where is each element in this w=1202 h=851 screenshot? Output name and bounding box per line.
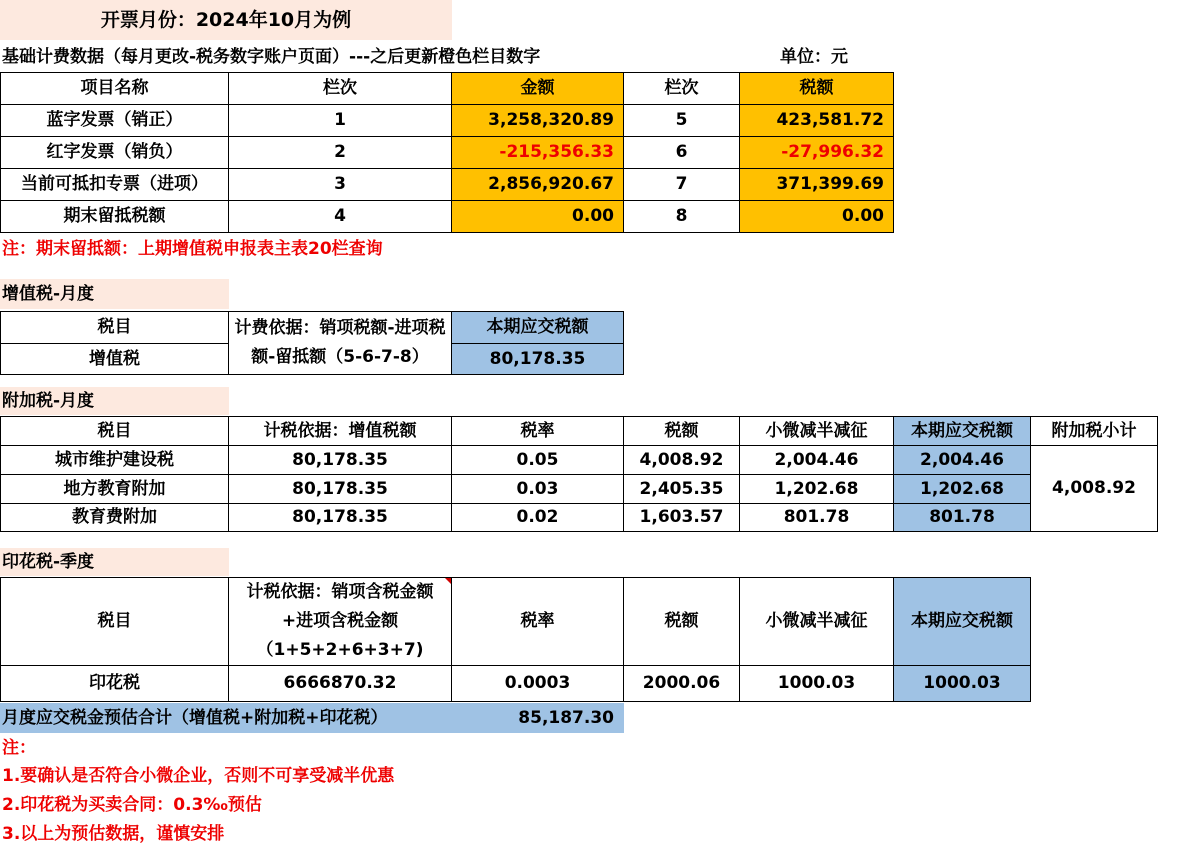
- surtax-row-tax: 2,405.35: [623, 474, 740, 504]
- total-value[interactable]: 85,187.30: [518, 707, 614, 728]
- vat-header-basis: 计费依据：销项税额-进项税额-留抵额（5-6-7-8）: [228, 311, 452, 375]
- note-item: 2.印花税为买卖合同：0.3‰预估: [2, 794, 262, 815]
- basic-row-name: 红字发票（销负）: [0, 136, 229, 169]
- basic-row-line2: 6: [623, 136, 740, 169]
- surtax-row-rate: 0.03: [451, 474, 624, 504]
- vat-item: 增值税: [0, 343, 229, 375]
- basic-row-name: 当前可抵扣专票（进项）: [0, 168, 229, 201]
- stamp-section-title: 印花税-季度: [0, 548, 229, 576]
- stamp-header-payable: 本期应交税额: [893, 577, 1031, 666]
- basic-header-line2: 栏次: [623, 72, 740, 105]
- surtax-header-tax: 税额: [623, 416, 740, 446]
- surtax-header-relief: 小微减半减征: [739, 416, 894, 446]
- surtax-row-rate: 0.02: [451, 503, 624, 532]
- surtax-row-rate: 0.05: [451, 445, 624, 475]
- surtax-header-basis: 计税依据：增值税额: [228, 416, 452, 446]
- stamp-header-basis: 计税依据：销项含税金额+进项含税金额（1+5+2+6+3+7): [228, 577, 452, 666]
- basic-row-amount[interactable]: 3,258,320.89: [451, 104, 624, 137]
- basic-row-tax[interactable]: 423,581.72: [739, 104, 894, 137]
- basic-heading: 基础计费数据（每月更改-税务数字账户页面）---之后更新橙色栏目数字: [2, 46, 541, 67]
- surtax-section-title: 附加税-月度: [0, 387, 229, 415]
- basic-header-amount: 金额: [451, 72, 624, 105]
- surtax-row-item: 地方教育附加: [0, 474, 229, 504]
- note-item: 1.要确认是否符合小微企业，否则不可享受减半优惠: [2, 765, 395, 786]
- surtax-row-tax: 4,008.92: [623, 445, 740, 475]
- surtax-row-payable[interactable]: 2,004.46: [893, 445, 1031, 475]
- surtax-row-payable[interactable]: 1,202.68: [893, 474, 1031, 504]
- surtax-row-relief: 801.78: [739, 503, 894, 532]
- basic-header-item: 项目名称: [0, 72, 229, 105]
- stamp-header-tax: 税额: [623, 577, 740, 666]
- stamp-row-tax: 2000.06: [623, 665, 740, 702]
- surtax-header-rate: 税率: [451, 416, 624, 446]
- surtax-row-tax: 1,603.57: [623, 503, 740, 532]
- surtax-row-item: 城市维护建设税: [0, 445, 229, 475]
- total-label: 月度应交税金预估合计（增值税+附加税+印花税）: [2, 707, 388, 728]
- basic-row-tax[interactable]: 0.00: [739, 200, 894, 233]
- surtax-subtotal: 4,008.92: [1030, 445, 1158, 532]
- surtax-row-payable[interactable]: 801.78: [893, 503, 1031, 532]
- surtax-row-basis: 80,178.35: [228, 474, 452, 504]
- vat-section-title: 增值税-月度: [0, 279, 229, 309]
- note-item: 3.以上为预估数据，谨慎安排: [2, 823, 225, 844]
- basic-row-line1: 3: [228, 168, 452, 201]
- surtax-row-relief: 2,004.46: [739, 445, 894, 475]
- vat-payable[interactable]: 80,178.35: [451, 343, 624, 375]
- basic-row-tax[interactable]: -27,996.32: [739, 136, 894, 169]
- basic-row-amount[interactable]: 0.00: [451, 200, 624, 233]
- stamp-header-item: 税目: [0, 577, 229, 666]
- surtax-row-basis: 80,178.35: [228, 445, 452, 475]
- basic-note: 注：期末留抵额：上期增值税申报表主表20栏查询: [2, 238, 383, 259]
- basic-row-amount[interactable]: 2,856,920.67: [451, 168, 624, 201]
- basic-row-line1: 1: [228, 104, 452, 137]
- surtax-header-payable: 本期应交税额: [893, 416, 1031, 446]
- stamp-row-payable[interactable]: 1000.03: [893, 665, 1031, 702]
- stamp-row-relief: 1000.03: [739, 665, 894, 702]
- basic-row-line1: 4: [228, 200, 452, 233]
- unit-label: 单位：元: [780, 46, 848, 67]
- vat-header-item: 税目: [0, 311, 229, 344]
- basic-row-name: 蓝字发票（销正）: [0, 104, 229, 137]
- notes-title: 注：: [2, 737, 36, 758]
- surtax-header-item: 税目: [0, 416, 229, 446]
- stamp-row-rate: 0.0003: [451, 665, 624, 702]
- stamp-row-item: 印花税: [0, 665, 229, 702]
- basic-header-tax: 税额: [739, 72, 894, 105]
- stamp-row-basis: 6666870.32: [228, 665, 452, 702]
- surtax-row-item: 教育费附加: [0, 503, 229, 532]
- surtax-row-relief: 1,202.68: [739, 474, 894, 504]
- basic-row-line2: 8: [623, 200, 740, 233]
- stamp-header-relief: 小微减半减征: [739, 577, 894, 666]
- basic-header-line1: 栏次: [228, 72, 452, 105]
- stamp-header-rate: 税率: [451, 577, 624, 666]
- page-title: 开票月份：2024年10月为例: [0, 0, 452, 40]
- basic-row-name: 期末留抵税额: [0, 200, 229, 233]
- basic-row-tax[interactable]: 371,399.69: [739, 168, 894, 201]
- basic-row-line1: 2: [228, 136, 452, 169]
- surtax-row-basis: 80,178.35: [228, 503, 452, 532]
- basic-row-amount[interactable]: -215,356.33: [451, 136, 624, 169]
- basic-row-line2: 7: [623, 168, 740, 201]
- surtax-header-subtotal: 附加税小计: [1030, 416, 1158, 446]
- basic-row-line2: 5: [623, 104, 740, 137]
- vat-header-payable: 本期应交税额: [451, 311, 624, 344]
